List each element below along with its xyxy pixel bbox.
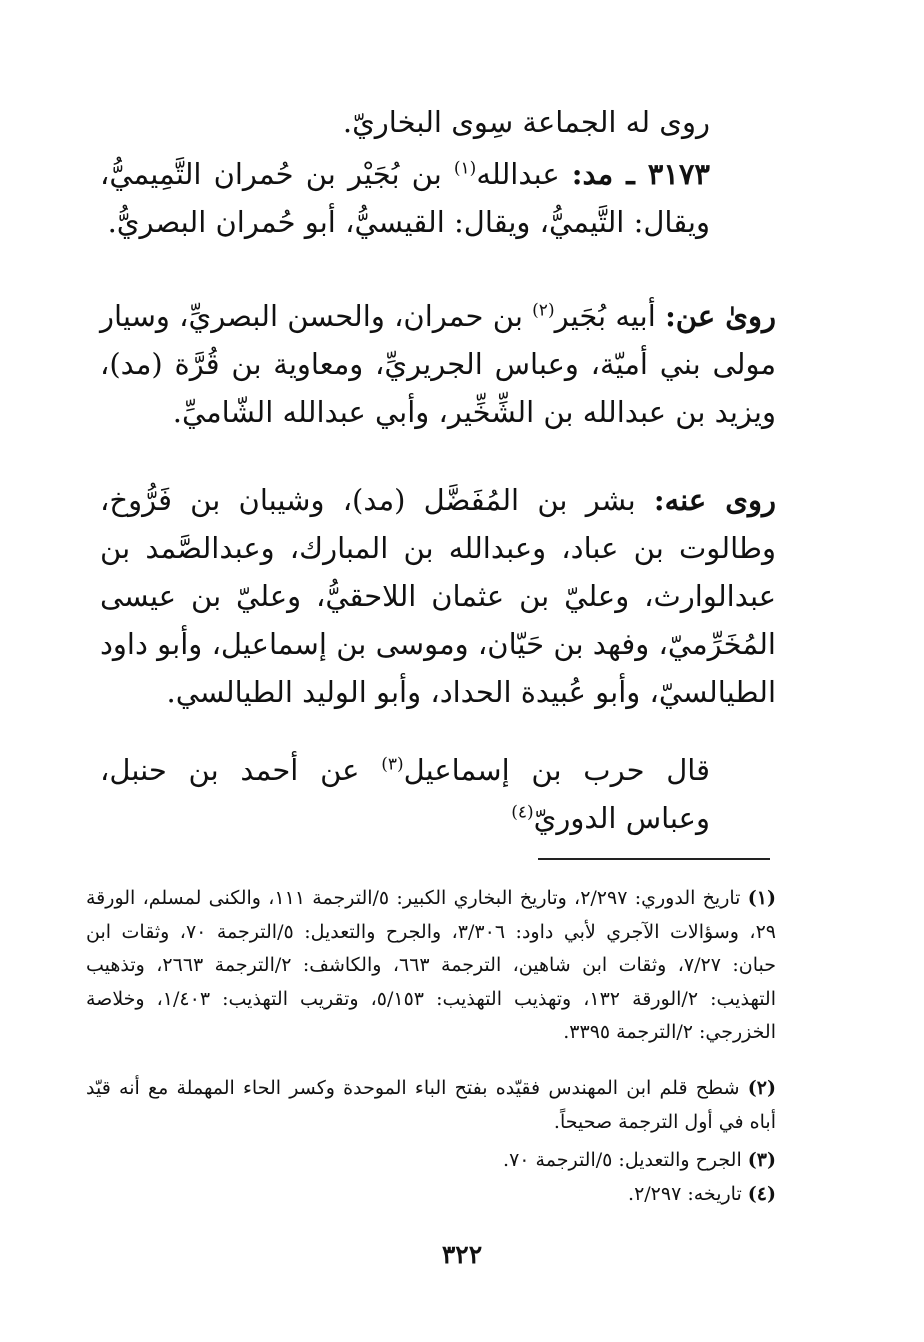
intro-text: روى له الجماعة سِوى البخاريّ. — [342, 105, 710, 139]
footnote-number: (٣) — [747, 1149, 776, 1171]
entry-name: عبدالله — [476, 157, 572, 191]
footnote-3 — [86, 1144, 776, 1178]
narrated-from-text-b: بن حمران، والحسن البصريِّ، وسيار مولى بني أميّة، وعباس الجريريِّ، ومعاوية بن قُرَّة (مد)، ويزيد بن عبدالله بن الشِّخِّير، وأبي عبدالله الشّاميِّ. — [100, 299, 776, 429]
footnote-number: (١) — [747, 887, 776, 909]
footnote-2 — [86, 1072, 776, 1139]
page-number: ٣٢٢ — [441, 1240, 483, 1269]
footnote-text: تاريخ الدوري: ٢/٢٩٧، وتاريخ البخاري الكبير: ٥/الترجمة ١١١، والكنى لمسلم، الورقة ٢٩، وسؤالات الآجري لأبي داود: ٣/٣٠٦، والجرح والتعديل: ٥/الترجمة ٧٠، وثقات ابن حبان: ٧/٢٧، وثقات ابن شاهين، الترجمة ٦٦٣، والكاشف: ٢/الترجمة ٢٦٦٣، وتذهيب التهذيب: ٢/الورقة ١٣٢، وتهذيب التهذيب: ٥/١٥٣، وتقريب التهذيب: ١/٤٠٣، وخلاصة الخزرجي: ٢/الترجمة ٣٣٩٥. — [86, 887, 776, 1043]
narrated-from-label: روىٰ عن: — [665, 299, 776, 333]
footnote-divider — [538, 858, 770, 860]
narrated-from-text-a: أبيه بُجَير — [554, 299, 666, 333]
paragraph-statement — [100, 746, 710, 842]
paragraph-narrated-from — [100, 292, 776, 436]
footnote-ref-4[interactable]: (٤) — [511, 802, 534, 823]
footnote-ref-2[interactable]: (٢) — [532, 300, 555, 321]
footnote-1 — [86, 882, 776, 1050]
narrated-by-label: روى عنه: — [653, 483, 776, 517]
paragraph-entry-header — [100, 150, 710, 246]
entry-name-rest: بن بُجَيْر بن حُمران التَّمِيميُّ، ويقال: التَّيميُّ، ويقال: القيسيُّ، أبو حُمران البصريُّ. — [100, 157, 710, 239]
narrated-by-text: بشر بن المُفَضَّل (مد)، وشيبان بن فَرُّوخ، وطالوت بن عباد، وعبدالله بن المبارك، وعبدالصَّمد بن عبدالوارث، وعليّ بن عثمان اللاحقيُّ، وعليّ بن عيسى المُخَرِّميّ، وفهد بن حَيّان، وموسى بن إسماعيل، وأبو داود الطيالسيّ، وأبو عُبيدة الحداد، وأبو الوليد الطيالسي. — [100, 483, 776, 709]
footnote-ref-3[interactable]: (٣) — [381, 754, 404, 775]
footnote-text: الجرح والتعديل: ٥/الترجمة ٧٠. — [503, 1149, 742, 1171]
footnote-ref-1[interactable]: (١) — [453, 158, 477, 179]
entry-number: ٣١٧٣ ـ مد: — [571, 157, 710, 191]
paragraph-narrated-by — [100, 476, 776, 716]
footnote-4 — [86, 1178, 776, 1212]
footnote-number: (٢) — [747, 1077, 776, 1099]
paragraph-intro — [100, 98, 710, 146]
footnote-text: تاريخه: ٢/٢٩٧. — [628, 1183, 742, 1205]
footnote-text: شطح قلم ابن المهندس فقيّده بفتح الباء الموحدة وكسر الحاء المهملة مع أنه قيّد أباه في أول الترجمة صحيحاً. — [86, 1077, 776, 1133]
footnote-number: (٤) — [747, 1183, 776, 1205]
statement-text-b: عن أحمد بن حنبل، وعباس الدوريّ — [100, 753, 710, 835]
statement-text-a: قال حرب بن إسماعيل — [403, 753, 711, 787]
